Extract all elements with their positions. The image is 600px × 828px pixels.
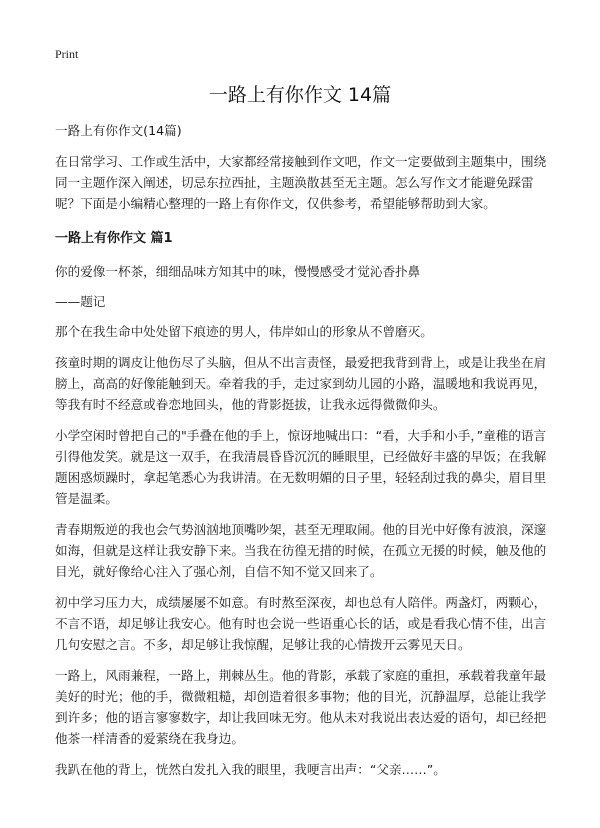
- paragraph: 青春期叛逆的我也会气势汹汹地顶嘴吵架，甚至无理取闹。他的目光中好像有波浪，深邃如海，但就是这样让我安静下来。当我在彷徨无措的时候，在孤立无援的时候，触及他的目光，就好像给心注入了强心剂，自信不知不觉又回来了。: [55, 522, 547, 579]
- paragraph: 小学空闲时曾把自己的"手叠在他的手上，惊讶地喊出口：“看，大手和小手，”童稚的语言引得他发笑。就是这一双手，在我清晨昏昏沉沉的睡眼里，已经做好丰盛的早饭；在我解题困惑烦躁时，拿起笔悉心为我讲清。在无数明媚的日子里，轻轻刮过我的鼻尖，眉目里管是温柔。: [55, 428, 547, 506]
- paragraph: 我趴在他的背上，恍然白发扎入我的眼里，我哽言出声：“父亲……”。: [55, 762, 446, 777]
- document-title: 一路上有你作文 14篇: [208, 84, 392, 106]
- document-body: [55, 120, 552, 790]
- print-label: Print: [55, 47, 79, 61]
- section-heading: 一路上有你作文 篇1: [55, 231, 173, 246]
- paragraph: 你的爱像一杯茶，细细品味方知其中的味，慢慢感受才觉沁香扑鼻: [55, 264, 421, 279]
- paragraph: 初中学习压力大，成绩屡屡不如意。有时熬至深夜，却也总有人陪伴。两盏灯，两颗心，不言不语，却足够让我安心。他有时也会说一些语重心长的话，或是看我心情不佳，出言几句安慰之言。不多，却足够让我惊醒，足够让我的心情拨开云雾见天日。: [55, 595, 547, 652]
- document-subtitle: 一路上有你作文(14篇): [55, 123, 182, 138]
- paragraph: 孩童时期的调皮让他伤尽了头脑，但从不出言责怪，最爱把我背到背上，或是让我坐在肩膀上，高高的好像能触到天。牵着我的手，走过家到幼儿园的小路，温暖地和我说再见，等我有时不经意或眷恋地回头，他的背影挺拔，让我永远得微微仰头。: [55, 355, 547, 412]
- intro-paragraph: 在日常学习、工作或生活中，大家都经常接触到作文吧，作文一定要做到主题集中，围绕同一主题作深入阐述，切忌东拉西扯，主题涣散甚至无主题。怎么写作文才能避免踩雷呢？下面是小编精心整理的一路上有你作文，仅供参考，希望能够帮助到大家。: [55, 154, 547, 211]
- paragraph: 一路上，风雨兼程，一路上，荆棘丛生。他的背影，承载了家庭的重担，承载着我童年最美好的时光；他的手，微微粗糙，却创造着很多事物；他的目光，沉静温厚，总能让我学到许多；他的语言寥寥数字，却让我回味无穷。他从未对我说出表达爱的语句，却已经把他茶一样清香的爱萦绕在我身边。: [55, 668, 547, 746]
- paragraph: ——题记: [55, 294, 106, 309]
- paragraph: 那个在我生命中处处留下痕迹的男人，伟岸如山的形象从不曾磨灭。: [55, 324, 433, 339]
